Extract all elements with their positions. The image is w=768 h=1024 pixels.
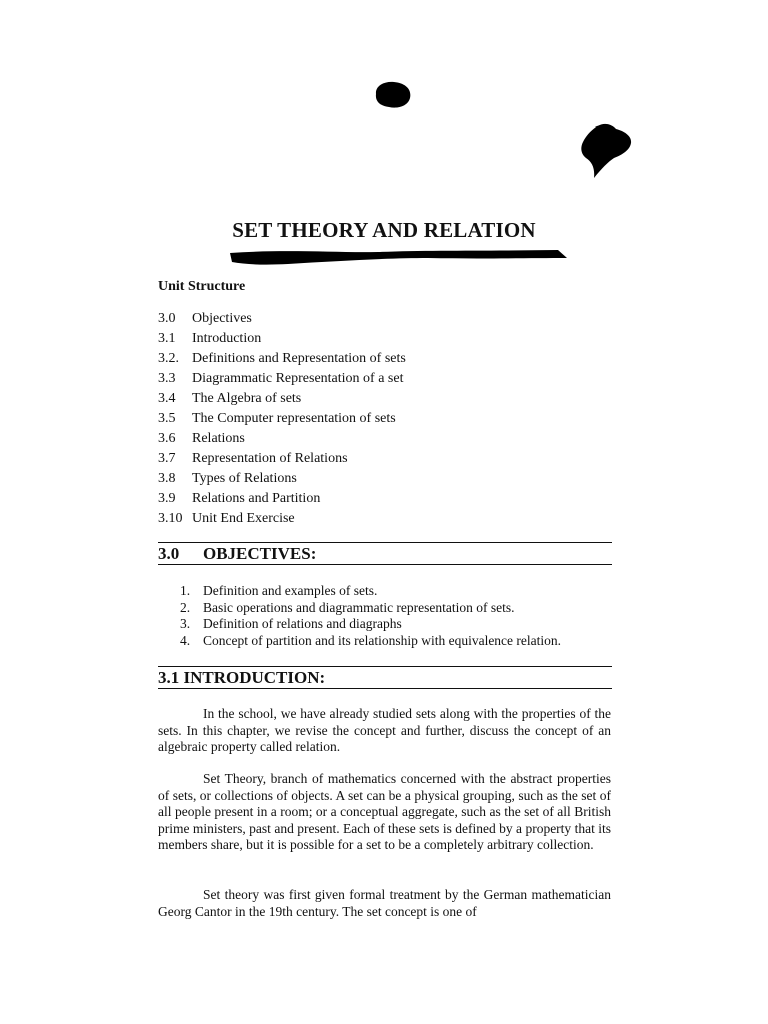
page-title: SET THEORY AND RELATION bbox=[232, 218, 536, 242]
unit-structure-list bbox=[158, 309, 406, 529]
toc-item-label: Definitions and Representation of sets bbox=[192, 351, 406, 366]
toc-item-number: 3.6 bbox=[158, 431, 176, 446]
objective-number: 3. bbox=[180, 616, 191, 632]
toc-item bbox=[158, 349, 406, 369]
toc-item bbox=[158, 469, 406, 489]
introduction-paragraph: Set Theory, branch of mathematics concerned with the abstract properties of sets, or collections of objects. A set can be a physical grouping, such as the set of all people present in a room; or a conceptual aggregate, such as the set of all British prime ministers, past and present. Each of these sets is defined by a property that its members share, but it is possible for a set to be a completely arbitrary collection. bbox=[158, 771, 611, 852]
arrow-blot-decoration bbox=[578, 122, 636, 182]
toc-item-number: 3.5 bbox=[158, 411, 176, 426]
toc-item-label: Objectives bbox=[192, 311, 252, 326]
toc-item-number: 3.3 bbox=[158, 371, 176, 386]
toc-item bbox=[158, 369, 406, 389]
toc-item-label: Relations and Partition bbox=[192, 491, 321, 506]
introduction-paragraph: Set theory was first given formal treatment by the German mathematician Georg Cantor in the 19th century. The set concept is one of bbox=[158, 887, 611, 919]
toc-item bbox=[158, 429, 406, 449]
toc-item bbox=[158, 409, 406, 429]
objective-text: Definition and examples of sets. bbox=[203, 583, 378, 598]
unit-structure-heading: Unit Structure bbox=[158, 279, 246, 294]
toc-item-label: Representation of Relations bbox=[192, 451, 348, 466]
objective-text: Concept of partition and its relationship with equivalence relation. bbox=[203, 632, 562, 648]
toc-item-number: 3.2. bbox=[158, 351, 179, 366]
toc-item-number: 3.4 bbox=[158, 391, 176, 406]
toc-item-number: 3.8 bbox=[158, 471, 176, 486]
objective-item bbox=[180, 633, 561, 650]
toc-item bbox=[158, 489, 406, 509]
objectives-section-heading bbox=[158, 542, 612, 565]
toc-item-label: The Computer representation of sets bbox=[192, 411, 396, 426]
toc-item-label: Types of Relations bbox=[192, 471, 297, 486]
toc-item bbox=[158, 449, 406, 469]
toc-item-number: 3.0 bbox=[158, 311, 176, 326]
toc-item bbox=[158, 509, 406, 529]
introduction-paragraph: In the school, we have already studied sets along with the properties of the sets. In this chapter, we revise the concept and further, discuss the concept of an algebraic property called relation. bbox=[158, 706, 611, 754]
toc-item bbox=[158, 329, 406, 349]
toc-item-label: The Algebra of sets bbox=[192, 391, 302, 406]
toc-item bbox=[158, 389, 406, 409]
objective-number: 2. bbox=[180, 599, 191, 615]
objective-text: Basic operations and diagrammatic representation of sets. bbox=[203, 599, 515, 615]
title-underline-stroke bbox=[228, 246, 570, 270]
toc-item-label: Introduction bbox=[192, 331, 262, 346]
objective-item bbox=[180, 583, 561, 600]
toc-item bbox=[158, 309, 406, 329]
toc-item-number: 3.9 bbox=[158, 491, 176, 506]
objective-item bbox=[180, 600, 561, 617]
toc-item-number: 3.10 bbox=[158, 511, 183, 526]
toc-item-label: Diagrammatic Representation of a set bbox=[192, 371, 404, 386]
toc-item-number: 3.1 bbox=[158, 331, 176, 346]
objective-number: 1. bbox=[180, 583, 191, 598]
section-title: OBJECTIVES: bbox=[203, 544, 317, 563]
objective-number: 4. bbox=[180, 632, 191, 648]
section-number: 3.0 bbox=[158, 544, 180, 563]
ink-blot-decoration bbox=[372, 80, 414, 110]
introduction-section-heading: 3.1 INTRODUCTION: bbox=[158, 666, 612, 689]
toc-item-label: Unit End Exercise bbox=[192, 511, 295, 526]
toc-item-number: 3.7 bbox=[158, 451, 176, 466]
objectives-list bbox=[180, 583, 561, 649]
objective-item bbox=[180, 616, 561, 633]
objective-text: Definition of relations and diagraphs bbox=[203, 616, 402, 632]
toc-item-label: Relations bbox=[192, 431, 245, 446]
